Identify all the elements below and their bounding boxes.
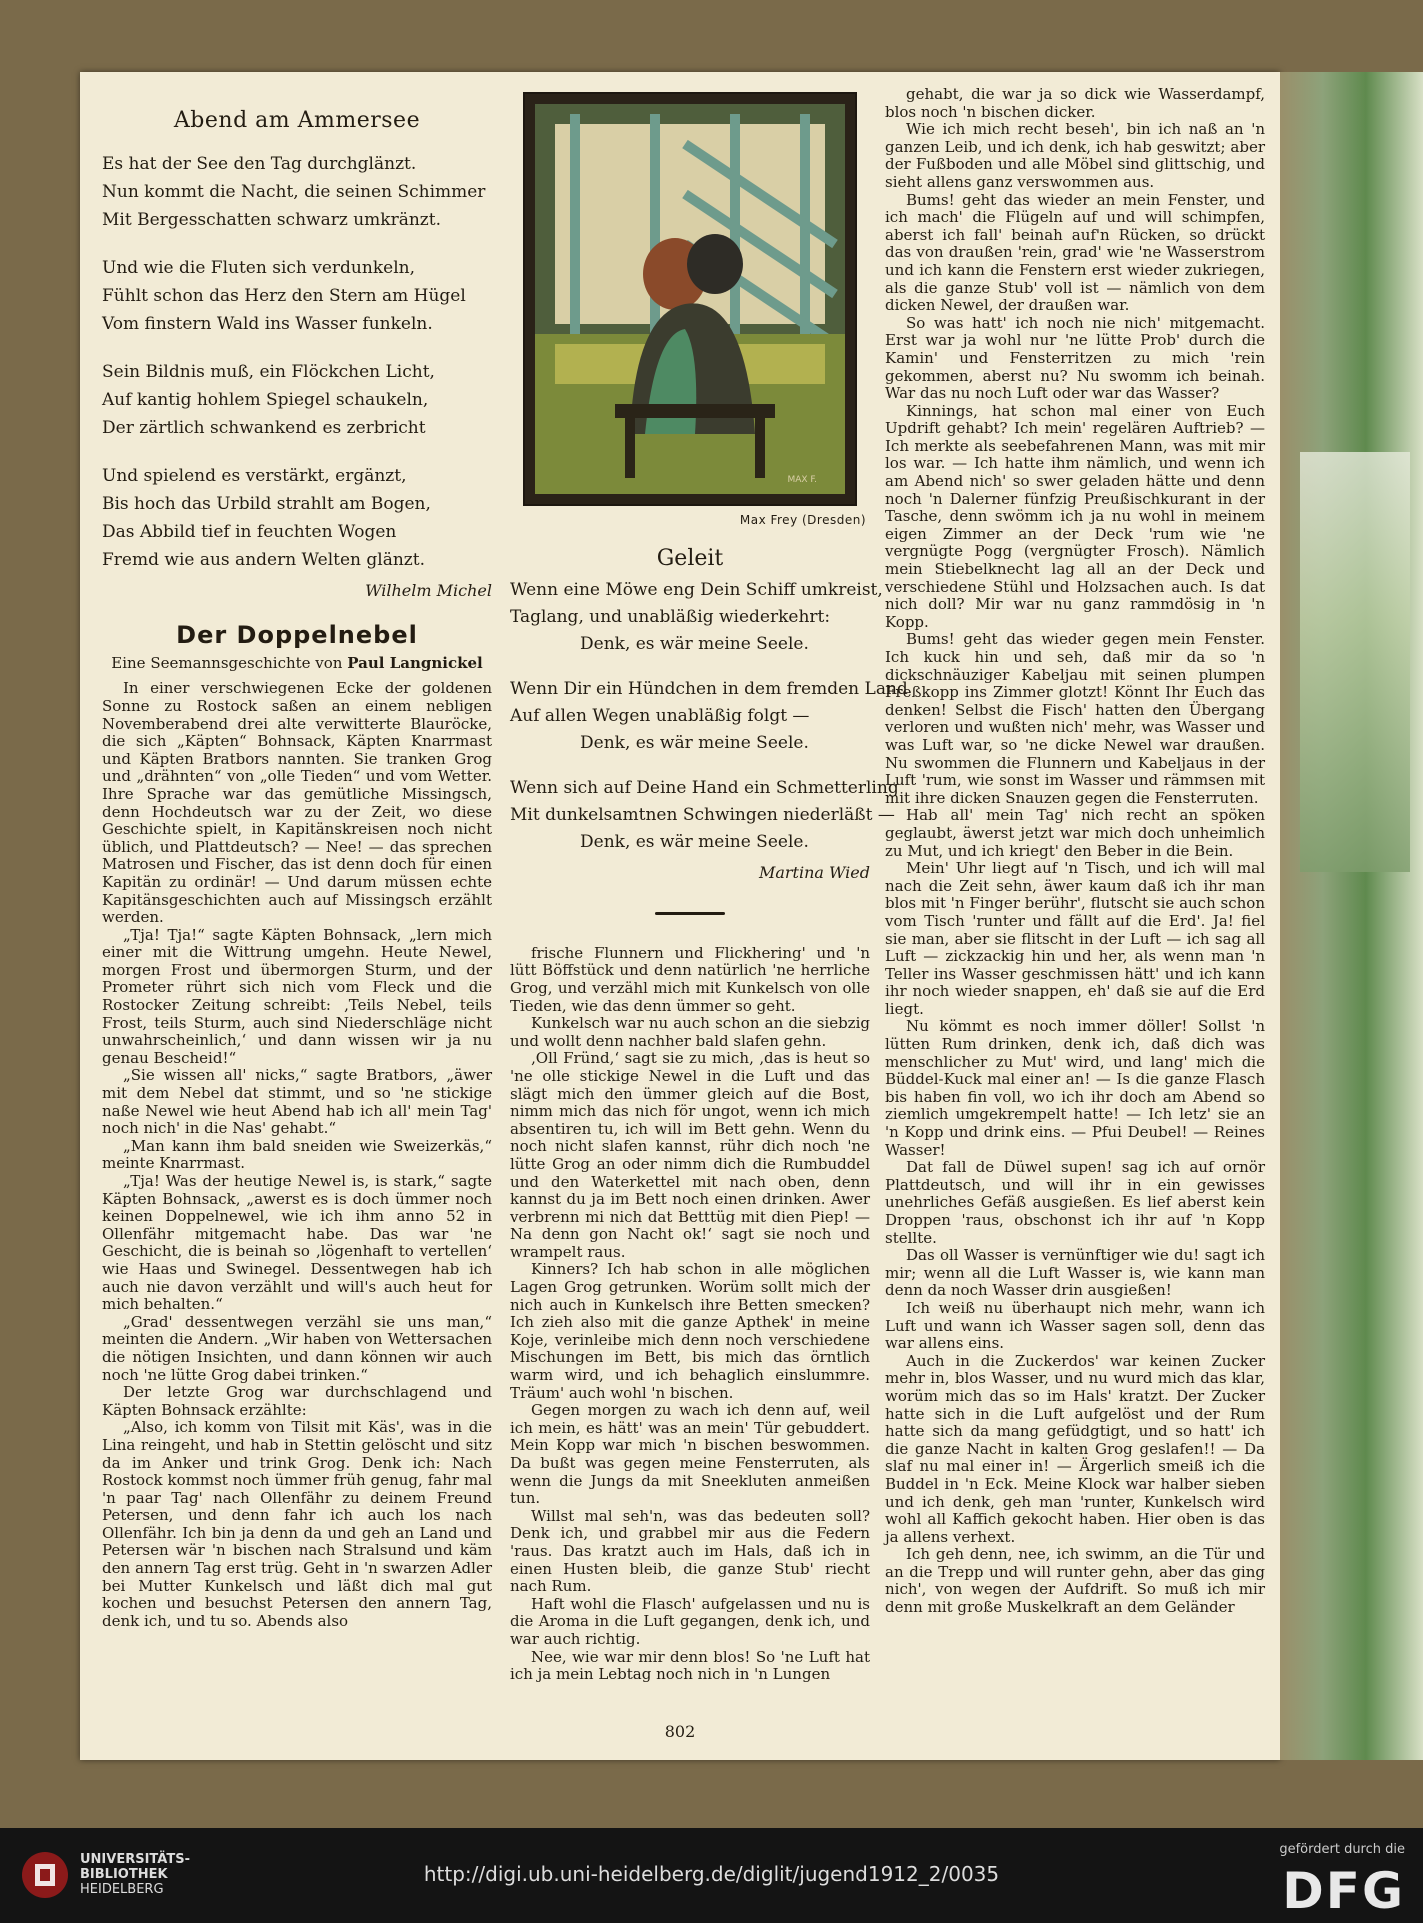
poem-line: Und spielend es verstärkt, ergänzt,: [102, 465, 407, 486]
poem-line: Bis hoch das Urbild strahlt am Bogen,: [102, 493, 431, 514]
article-subtitle-prefix: Eine Seemannsgeschichte von: [111, 653, 343, 672]
illustration-caption: Max Frey (Dresden): [739, 513, 866, 527]
article-paragraph: Kinnings, hat schon mal einer von Euch Updrift gehabt? Ich mein' regelären Auftrieb? — Ich merkte als seebefahrenen Mann, was mit mir los war. — Ich hatte ihm nämlich, und wenn ich am Abend nich' so swer geladen hätte und denn noch 'n Dalerner fünfzig Preußischkurant in der Tasche, denn swömm ich ja nu wohl in meinem eigen Zimmer an der Deck 'rum wie 'ne vergnügte Pogg (vergnügter Frosch). Nämlich mein Stiebelknecht lag all an der Deck und verschiedene Stühl und Holzsachen auch. Is dat nich doll? Mir war nu ganz rammdösig in 'n Kopp.: [885, 401, 1265, 631]
article-body-right: [885, 86, 1265, 1617]
article-paragraph: „Grad' dessentwegen verzähl sie uns man,“ meinten die Andern. „Wir haben von Wettersachen die nötigen Insichten, und dann können wir auch noch 'ne lütte Grog dabei trinken.“: [102, 1312, 492, 1384]
poem-line: Der zärtlich schwankend es zerbricht: [102, 417, 426, 438]
magazine-page: [80, 72, 1280, 1760]
poem-title: Abend am Ammersee: [173, 108, 421, 133]
poem-line: Es hat der See den Tag durchglänzt.: [102, 153, 417, 174]
article-paragraph: „Tja! Tja!“ sagte Käpten Bohnsack, „lern mich einer mit die Wittrung umgehn. Heute Newel, morgen Frost und übermorgen Sturm, und der Prometer rührt sich nich vom Fleck und die Rostocker Zeitung schreibt: ‚Teils Nebel, teils Frost, teils Sturm, auch sind Niederschläge nicht unwahrscheinlich,‘ und dann wissen wir ja nu genau Bescheid!“: [102, 925, 492, 1067]
article-paragraph: Kinners? Ich hab schon in alle möglichen Lagen Grog getrunken. Worüm sollt mich der nich auch in Kunkelsch ihre Betten smecken? Ich zieh also mit die ganze Apthek' in meine Koje, verinleibe mich denn noch verschiedene Mischungen im Bett, bis mich das örntlich warm wird, und ich behaglich einslummre. Träum' auch wohl 'n bischen.: [510, 1260, 870, 1402]
poem-line: Taglang, und unabläßig wiederkehrt:: [510, 607, 831, 628]
permalink-url[interactable]: http://digi.ub.uni-heidelberg.de/diglit/jugend1912_2/0035: [423, 1862, 1000, 1886]
article-body-middle: [510, 945, 870, 1684]
article-paragraph: gehabt, die war ja so dick wie Wasserdampf, blos noch 'n bischen dicker.: [885, 85, 1265, 121]
article-paragraph: „Also, ich komm von Tilsit mit Käs', was in die Lina reingeht, und hab in Stettin gelöscht und sitz da im Anker und trink Grog. Denk ich: Nach Rostock kommst noch ümmer früh genug, fahr mal 'n paar Tag' nach Ollenfähr zu deinem Freund Petersen, und denn fahr ich auch los nach Ollenfähr. Ich bin ja denn da und geh an Land und Petersen wär 'n bischen nach Stralsund und käm den annern Tag erst trüg. Geht in 'n swarzen Adler bei Mutter Kunkelsch und läßt dich mal gut kochen und besuchst Petersen den annern Tag, denk ich, und tu so. Abends also: [102, 1418, 492, 1630]
article-paragraph: Bums! geht das wieder gegen mein Fenster. Ich kuck hin und seh, daß mir da so 'n dickschnäuziger Kabeljau mit seinen plumpen Freßkopp ins Zimmer glotzt! Könnt Ihr Euch das denken! Selbst die Fisch' hatten den Übergang verloren und wußten nich' mehr, was Wasser und was Luft war, so 'ne dicke Newel war draußen. Nu swommen die Flunnern und Kabeljaus in der Luft 'rum, wie sonst im Wasser und rämmsen mit mit ihre dicken Snauzen gegen die Fensterruten.: [885, 630, 1265, 807]
article-paragraph: Hab all' mein Tag' nich recht an spöken geglaubt, äwerst jetzt war mich doch unheimlich zu Mut, und ich kriegt' den Beber in die Bein.: [885, 806, 1265, 860]
poem-stanza: [510, 676, 908, 757]
logo-line-3: HEIDELBERG: [80, 1882, 164, 1897]
logo-line-1: UNIVERSITÄTS-: [80, 1852, 190, 1867]
poem-line: Wenn Dir ein Hündchen in dem fremden Land: [510, 679, 908, 700]
poem-line: Und wie die Fluten sich verdunkeln,: [102, 257, 415, 278]
poem-line: Wenn eine Möwe eng Dein Schiff umkreist,: [510, 580, 883, 601]
poem-abend-am-ammersee: [102, 150, 492, 574]
article-paragraph: Dat fall de Düwel supen! sag ich auf ornör Plattdeutsch, und will ihr in ein gewisses unehrliches Gefäß ausgießen. Es lief aberst kein Droppen 'raus, obschonst ich ihr auf 'n Kopp stellte.: [885, 1158, 1265, 1247]
poem-line: Sein Bildnis muß, ein Flöckchen Licht,: [102, 361, 435, 382]
poem-stanza: [102, 358, 492, 442]
article-paragraph: ‚Oll Fründ,‘ sagt sie zu mich, ‚das is heut so 'ne olle stickige Newel in die Luft und das slägt mich den ümmer gleich auf die Bost, nimm mich das nich för ungot, wenn ich mich absentiren tu, ich will im Bett gehn. Wenn du noch nicht slafen kannst, rühr dich noch 'ne lütte Grog an oder nimm dich die Rumbuddel und den Waterkettel mit nach oben, denn kannst du ja im Bett noch einen drinken. Awer verbrenn mi nich dat Betttüg mit dien Piep! — Na denn gon Nacht ok!‘ sagt sie noch und wrampelt raus.: [510, 1049, 870, 1261]
article-author: Paul Langnickel: [347, 653, 483, 672]
poem-line: Mit dunkelsamtnen Schwingen niederläßt —: [510, 805, 895, 826]
article-paragraph: Mein' Uhr liegt auf 'n Tisch, und ich will mal nach die Zeit sehn, äwer kaum daß ich ihr man blos mit 'n Finger berühr', flutscht sie auch schon vom Tisch 'runter und fällt auf die Erd'. Ja! fiel sie man, aber sie flitscht in der Luft — ich sag all Luft — zickzackig hin und her, als wenn man 'n Teller ins Wasser geschmissen hätt' und ich kann ihr noch wieder snappen, eh' daß sie auf die Erd liegt.: [885, 859, 1265, 1018]
poem-stanza: [102, 150, 492, 234]
logo-line-2: BIBLIOTHEK: [80, 1867, 168, 1882]
article-paragraph: Bums! geht das wieder an mein Fenster, und ich mach' die Flügeln auf und will schimpfen, aberst ich fall' beinah auf'n Rücken, so drückt das von draußen 'rein, grad' wie 'ne Wasserstrom und ich kann die Fenstern erst wieder zukriegen, als die ganze Stub' voll ist — nämlich von dem dicken Newel, der draußen war.: [885, 190, 1265, 315]
poem2-title: Geleit: [656, 545, 724, 571]
right-column: [885, 72, 1265, 1617]
poem-stanza: [510, 775, 899, 856]
article-paragraph: Kunkelsch war nu auch schon an die siebzig und wollt denn nachher bald slafen gehn.: [510, 1014, 870, 1050]
illustration-signature: MAX F.: [787, 475, 817, 485]
poem-line: Auf kantig hohlem Spiegel schaukeln,: [102, 389, 429, 410]
article-paragraph: „Man kann ihm bald sneiden wie Sweizerkäs,“ meinte Knarrmast.: [102, 1136, 492, 1173]
poem-line: Vom finstern Wald ins Wasser funkeln.: [102, 313, 433, 334]
article-paragraph: Nee, wie war mir denn blos! So 'ne Luft hat ich ja mein Lebtag noch nich in 'n Lungen: [510, 1647, 870, 1684]
poem-author: Wilhelm Michel: [365, 580, 492, 600]
poem-refrain: Denk, es wär meine Seele.: [580, 634, 809, 655]
poem-line: Fremd wie aus andern Welten glänzt.: [102, 549, 425, 570]
article-body-left: [102, 680, 492, 1630]
illustration: [523, 92, 857, 506]
article-paragraph: Gegen morgen zu wach ich denn auf, weil ich mein, es hätt' was an mein' Tür gebuddert. Mein Kopp war mich 'n bischen beswommen. Da bußt was gegen meine Fensterruten, als wenn die Jungs da mit Sneekluten anmeißen tun.: [510, 1401, 870, 1508]
article-paragraph: Haft wohl die Flasch' aufgelassen und nu is die Aroma in die Luft gegangen, denk ich, und war auch richtig.: [510, 1594, 870, 1648]
article-paragraph: Ich weiß nu überhaupt nich mehr, wann ich Luft und wann ich Wasser sagen soll, denn das war allens eins.: [885, 1298, 1265, 1353]
article-paragraph: Auch in die Zuckerdos' war keinen Zucker mehr in, blos Wasser, und nu wurd mich das klar, worüm mich das so im Hals' kratzt. Der Zucker hatte sich in die Luft aufgelöst und der Rum hatte sich da mang gefüdgtigt, und so hatt' ich die ganze Nacht in kalten Grog geslafen!! — Da slaf nu mal einer in! — Ärgerlich smeiß ich die Buddel in 'n Eck. Meine Klock war halber sieben und ich denk, geh man 'runter, Kunkelsch wird wohl all Kaffich gekocht haben. Hier oben is das ja allens verhext.: [885, 1351, 1265, 1546]
poem-stanza: [102, 254, 492, 338]
adjacent-page-illustration: [1300, 452, 1410, 872]
poem-line: Auf allen Wegen unabläßig folgt —: [510, 706, 810, 727]
poem-line: Wenn sich auf Deine Hand ein Schmetterling: [510, 778, 899, 799]
article-title: Der Doppelnebel: [176, 621, 418, 650]
adjacent-page-edge: [1280, 72, 1423, 1760]
article-paragraph: frische Flunnern und Flickhering' und 'n lütt Böffstück und denn natürlich 'ne herrliche Grog, und verzähl mich mit Kunkelsch von olle Tieden, wie das denn ümmer so geht.: [510, 943, 870, 1015]
poem-stanza: [510, 577, 883, 658]
poem-refrain: Denk, es wär meine Seele.: [580, 733, 809, 754]
poem-geleit: [510, 577, 908, 856]
viewer-footer: [0, 1828, 1423, 1923]
poem-line: Nun kommt die Nacht, die seinen Schimmer: [102, 181, 486, 202]
article-paragraph: So was hatt' ich noch nie nich' mitgemacht. Erst war ja wohl nur 'ne lütte Prob' durch die Kamin' und Fensterritzen zu mich 'rein gekommen, aberst nu? Nu swomm ich beinah. War das nu noch Luft oder war das Wasser?: [885, 313, 1265, 403]
article-subtitle: [102, 655, 492, 673]
illustration-image: [535, 104, 845, 494]
poem-line: Das Abbild tief in feuchten Wogen: [102, 521, 397, 542]
article-paragraph: Wie ich mich recht beseh', bin ich naß an 'n ganzen Leib, und ich denk, ich hab geswitzt; aber der Fußboden und alle Möbel sind glittschig, und sieht allens ganz verswommen aus.: [885, 120, 1265, 191]
article-paragraph: Willst mal seh'n, was das bedeuten soll? Denk ich, und grabbel mir aus die Federn 'raus. Das kratzt auch im Hals, daß ich in einen Husten bleib, die ganze Stub' riecht nach Rum.: [510, 1506, 870, 1596]
article-paragraph: Das oll Wasser is vernünftiger wie du! sagt ich mir; wenn all die Luft Wasser is, wie kann man denn da noch Wasser drin ausgießen!: [885, 1246, 1265, 1300]
article-paragraph: „Sie wissen all' nicks,“ sagte Bratbors, „äwer mit dem Nebel dat stimmt, und so 'ne stickige naße Newel wie heut Abend hab ich all' mein Tag' noch nich' in die Nas' gehabt.“: [102, 1066, 492, 1138]
poem-line: Fühlt schon das Herz den Stern am Hügel: [102, 285, 466, 306]
poem-refrain: Denk, es wär meine Seele.: [580, 832, 809, 853]
middle-column: [510, 72, 908, 1684]
page-number: 802: [664, 1722, 696, 1741]
funding-note: gefördert durch die: [1279, 1842, 1405, 1857]
article-paragraph: „Tja! Was der heutige Newel is, is stark,“ sagte Käpten Bohnsack, „awerst es is doch ümmer noch keinen Doppelnewel, wie ich ihm anno 52 in Ollenfähr mitgemacht habe. Das war 'ne Geschicht, die is beinah so ‚lögenhaft to vertellen‘ wie Haas und Swinegel. Dessentwegen hab ich auch nie davon verzählt und will's auch heut for mich behalten.“: [102, 1172, 492, 1314]
dfg-logo: DFG: [1282, 1862, 1405, 1920]
article-paragraph: In einer verschwiegenen Ecke der goldenen Sonne zu Rostock saßen an einem nebligen Novemberabend drei alte verwitterte Blauröcke, die sich „Käpten“ Bohnsack, Käpten Knarrmast und Käpten Bratbors nannten. Sie tranken Grog und „drähnten“ von „olle Tieden“ und vom Wetter. Ihre Sprache war das gemütliche Missingsch, denn Hochdeutsch war zu der Zeit, wo diese Geschichte spielt, in Kapitänskreisen noch nicht üblich, und Plattdeutsch? — Nee! — das sprechen Matrosen und Fischer, das ist denn doch für einen Kapitän zu ordinär! — Und darum müssen echte Kapitänsgeschichten auch auf Missingsch erzählt werden.: [102, 679, 492, 927]
left-column: [102, 72, 492, 1630]
article-paragraph: Ich geh denn, nee, ich swimm, an die Tür und an die Trepp und will runter gehn, aber das ging nich', von wegen der Aufdrift. So muß ich mir denn mit große Muskelkraft an dem Geländer: [885, 1545, 1265, 1617]
poem-line: Mit Bergesschatten schwarz umkränzt.: [102, 209, 441, 230]
article-paragraph: Nu kömmt es noch immer döller! Sollst 'n lütten Rum drinken, denk ich, daß dich was menschlicher zu Mut' wird, und lang' mich die Büddel-Kuck mal einer an! — Is die ganze Flasch bis haben fin voll, wo ich ihr doch am Abend so ziemlich umgekrempelt hatte! — Ich letz' sie an 'n Kopp und drink eins. — Pfui Deubel! — Reines Wasser!: [885, 1017, 1265, 1159]
article-paragraph: Der letzte Grog war durchschlagend und Käpten Bohnsack erzählte:: [102, 1383, 492, 1419]
section-divider: [655, 912, 725, 915]
poem2-author: Martina Wied: [758, 863, 870, 883]
poem-stanza: [102, 462, 492, 574]
